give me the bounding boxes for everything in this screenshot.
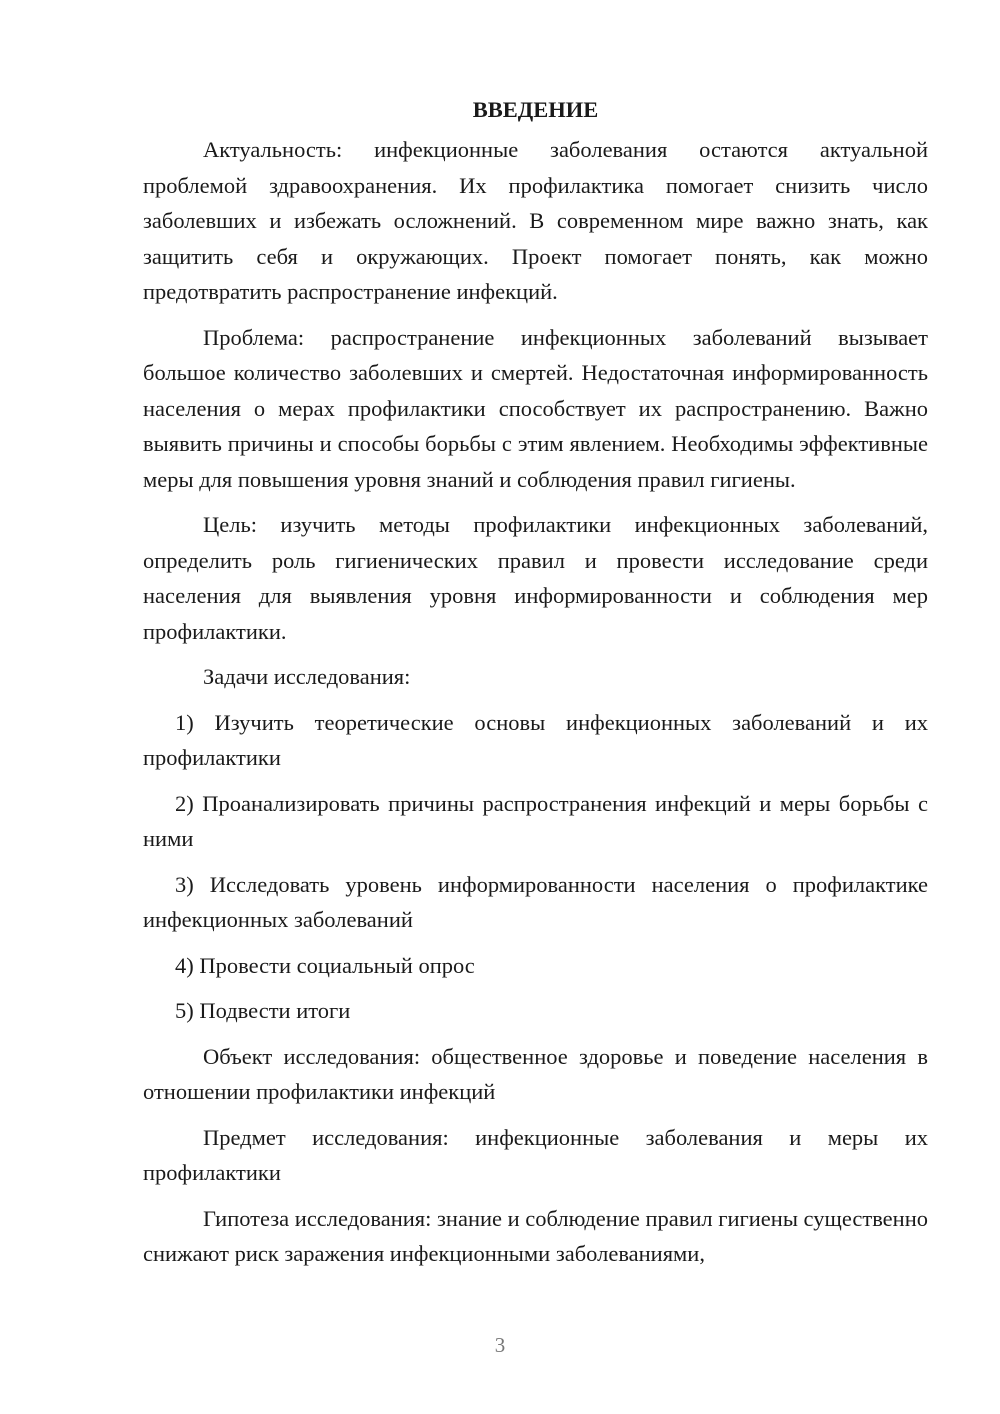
paragraph-hypothesis: Гипотеза исследования: знание и соблюдение правил гигиены существенно снижают риск заражения инфекционными заболеваниями, (143, 1205, 928, 1266)
section-heading: ВВЕДЕНИЕ (472, 97, 599, 122)
task-item: 2) Проанализировать причины распространения инфекций и меры борьбы с ними (143, 790, 928, 851)
paragraph-object: Объект исследования: общественное здоровье и поведение населения в отношении профилактики инфекций (143, 1043, 928, 1104)
task-item: 4) Провести социальный опрос (175, 952, 475, 978)
task-item: 3) Исследовать уровень информированности населения о профилактике инфекционных заболеваний (143, 871, 928, 932)
paragraph-relevance: Актуальность: инфекционные заболевания остаются актуальной проблемой здравоохранения. Их профилактика помогает снизить число заболевших и избежать осложнений. В современном мире важно знать, как защитить себя и окружающих. Проект помогает понять, как можно предотвратить распространение инфекций. (143, 137, 928, 304)
task-item: 5) Подвести итоги (175, 998, 351, 1023)
tasks-heading: Задачи исследования: (203, 664, 411, 689)
task-item: 1) Изучить теоретические основы инфекционных заболеваний и их профилактики (143, 709, 928, 770)
document-page (143, 92, 928, 1282)
paragraph-problem: Проблема: распространение инфекционных заболеваний вызывает большое количество заболевших и смертей. Недостаточная информированность населения о мерах профилактики способствует их распространению. Важно выявить причины и способы борьбы с этим явлением. Необходимы эффективные меры для повышения уровня знаний и соблюдения правил гигиены. (143, 324, 928, 492)
paragraph-goal: Цель: изучить методы профилактики инфекционных заболеваний, определить роль гигиенических правил и провести исследование среди населения для выявления уровня информированности и соблюдения мер профилактики. (143, 512, 928, 644)
paragraph-subject: Предмет исследования: инфекционные заболевания и меры их профилактики (143, 1124, 928, 1185)
page-number: 3 (494, 1333, 506, 1357)
